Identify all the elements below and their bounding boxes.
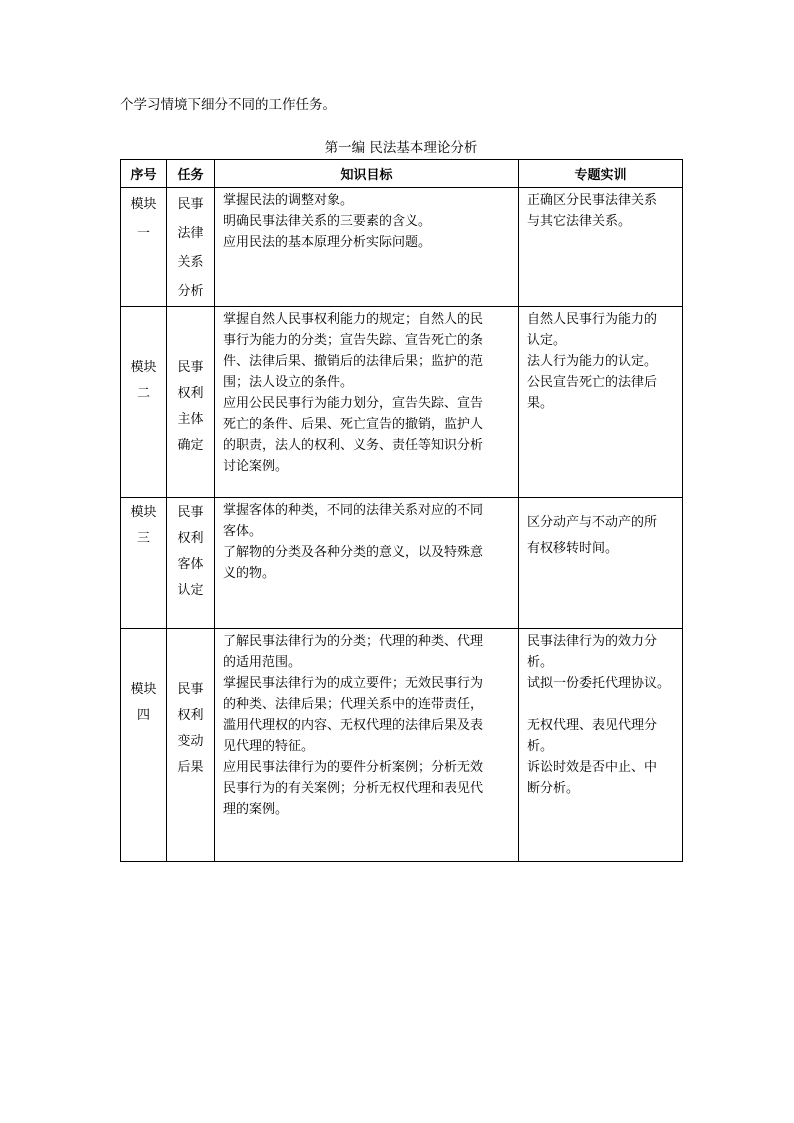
header-no: 序号 — [121, 160, 167, 188]
knowledge-goal-cell: 掌握自然人民事权利能力的规定；自然人的民 事行为能力的分类；宣告失踪、宣告死亡的条 件、法律后果、撤销后的法律后果；监护的范 围；法人设立的条件。 应用公民民事行为能力划分，宣告失踪、宣告 死亡的条件、后果、死亡宣告的撤销，监护人 的职责，法人的权利、义务、责任等知识分析 讨论案例。 — [215, 307, 519, 498]
knowledge-goal-cell: 掌握客体的种类，不同的法律关系对应的不同 客体。 了解物的分类及各种分类的意义，以及特殊意 义的物。 — [215, 498, 519, 629]
task-cell: 民事 权利 主体 确定 — [167, 307, 215, 498]
table-row — [121, 307, 683, 498]
module-no-cell: 模块 三 — [121, 498, 167, 629]
task-cell: 民事 法律 关系 分析 — [167, 188, 215, 307]
training-cell: 民事法律行为的效力分 析。 试拟一份委托代理协议。 无权代理、表见代理分 析。 诉讼时效是否中止、中 断分析。 — [519, 629, 683, 862]
module-no-cell: 模块 二 — [121, 307, 167, 498]
header-train: 专题实训 — [519, 160, 683, 188]
header-goal: 知识目标 — [215, 160, 519, 188]
blank-line — [527, 694, 676, 715]
syllabus-table — [120, 159, 683, 862]
table-header-row — [121, 160, 683, 188]
table-row — [121, 498, 683, 629]
intro-text: 个学习情境下细分不同的工作任务。 — [120, 97, 336, 113]
training-cell: 自然人民事行为能力的 认定。 法人行为能力的认定。 公民宣告死亡的法律后 果。 — [519, 307, 683, 498]
module-no-cell: 模块 一 — [121, 188, 167, 307]
table-caption: 第一编 民法基本理论分析 — [324, 140, 478, 156]
task-cell: 民事 权利 变动 后果 — [167, 629, 215, 862]
knowledge-goal-cell: 了解民事法律行为的分类；代理的种类、代理 的适用范围。 掌握民事法律行为的成立要件；无效民事行为 的种类、法律后果；代理关系中的连带责任， 滥用代理权的内容、无权代理的法律后果及表 见代理的特征。 应用民事法律行为的要件分析案例；分析无效 民事行为的有关案例；分析无权代理和表见代 理的案例。 — [215, 629, 519, 862]
task-cell: 民事 权利 客体 认定 — [167, 498, 215, 629]
table-row — [121, 188, 683, 307]
module-no-cell: 模块 四 — [121, 629, 167, 862]
training-cell: 正确区分民事法律关系 与其它法律关系。 — [519, 188, 683, 307]
training-cell: 区分动产与不动产的所 有权移转时间。 — [519, 498, 683, 629]
table-row — [121, 629, 683, 862]
header-task: 任务 — [167, 160, 215, 188]
knowledge-goal-cell: 掌握民法的调整对象。 明确民事法律关系的三要素的含义。 应用民法的基本原理分析实际问题。 — [215, 188, 519, 307]
